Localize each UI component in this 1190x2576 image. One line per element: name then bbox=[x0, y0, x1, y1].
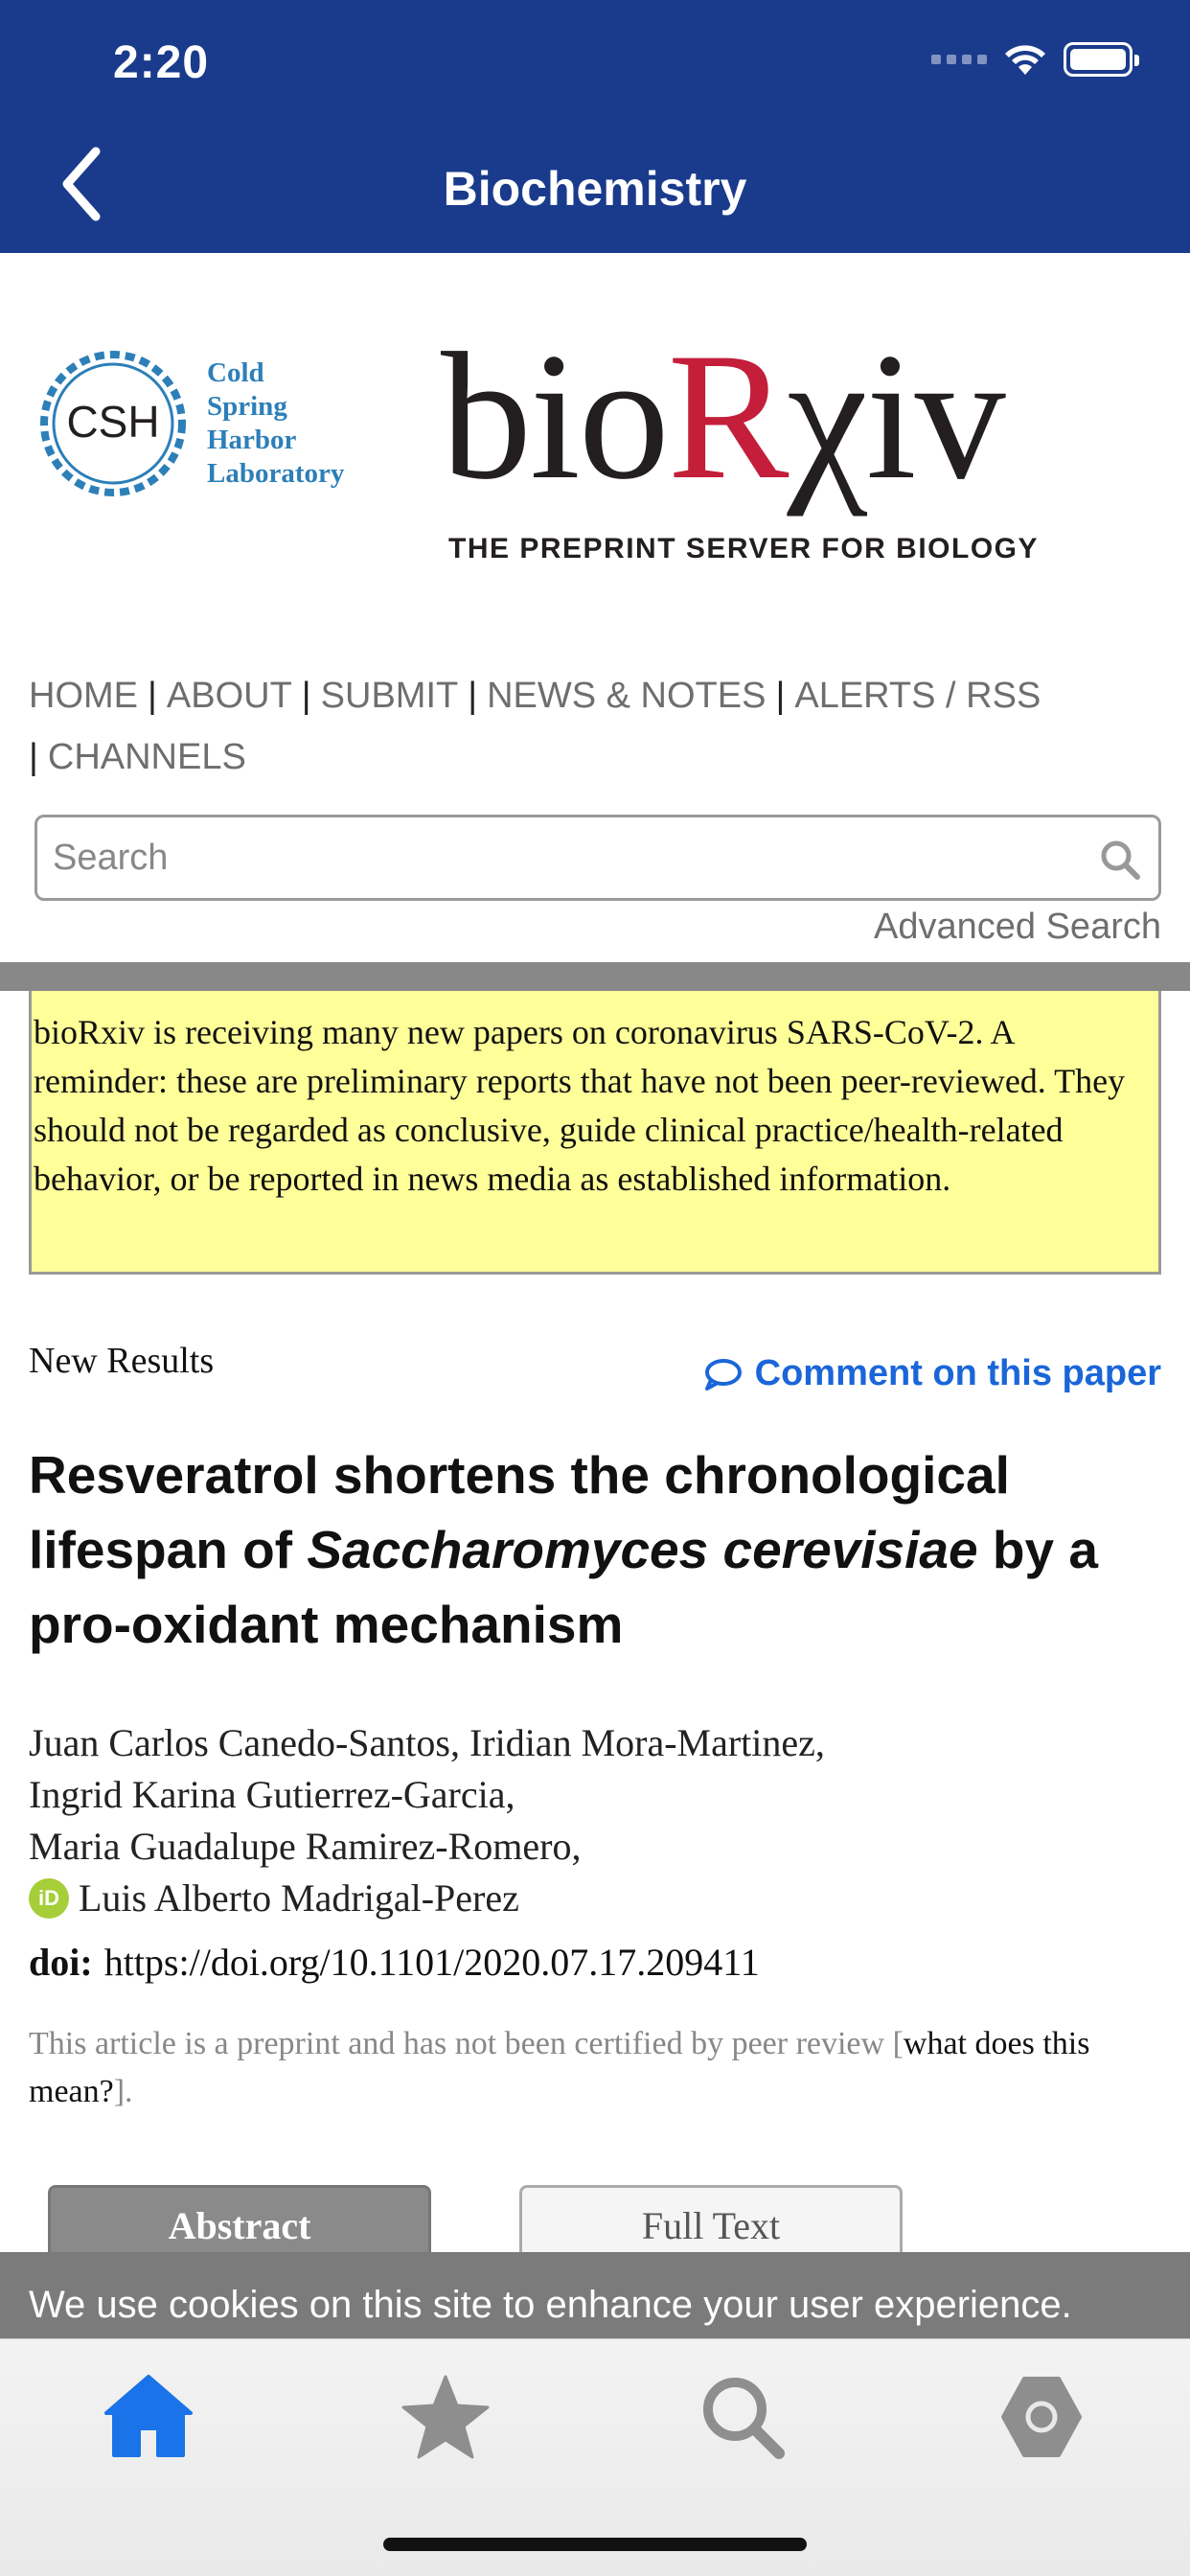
preprint-close: ]. bbox=[113, 2074, 133, 2109]
menu-about[interactable]: ABOUT bbox=[166, 676, 292, 716]
advanced-search-link[interactable]: Advanced Search bbox=[874, 907, 1161, 947]
settings-icon bbox=[995, 2371, 1087, 2463]
what-does-this-mean-link[interactable]: what does this mean? bbox=[29, 2026, 1090, 2109]
menu-alerts-rss[interactable]: ALERTS / RSS bbox=[794, 676, 1041, 716]
biorxiv-bio: bio bbox=[441, 316, 668, 518]
author-line[interactable]: Ingrid Karina Gutierrez-Garcia, bbox=[29, 1773, 515, 1816]
preprint-text: This article is a preprint and has not been certified by peer review [ bbox=[29, 2026, 904, 2061]
search-icon[interactable] bbox=[1097, 837, 1143, 883]
doi-link[interactable]: https://doi.org/10.1101/2020.07.17.209411 bbox=[103, 1941, 760, 1984]
title-species: Saccharomyces cerevisiae bbox=[307, 1520, 978, 1579]
search-box bbox=[34, 815, 1161, 901]
app-header bbox=[0, 0, 1190, 253]
search-input[interactable] bbox=[37, 817, 1053, 898]
csh-line: Cold bbox=[207, 357, 264, 388]
tab-favorites[interactable] bbox=[393, 2364, 498, 2470]
signal-icon bbox=[931, 55, 987, 64]
menu-separator: | bbox=[301, 676, 311, 716]
csh-wordmark bbox=[207, 356, 344, 491]
logo-row bbox=[0, 316, 1190, 594]
divider bbox=[0, 962, 1190, 991]
biorxiv-logo[interactable] bbox=[441, 316, 1040, 565]
orcid-icon[interactable]: iD bbox=[29, 1878, 69, 1919]
author-list bbox=[29, 1717, 1159, 1924]
tab-abstract[interactable]: Abstract bbox=[48, 2185, 431, 2262]
nav-title: Biochemistry bbox=[443, 162, 747, 216]
tab-full-text[interactable]: Full Text bbox=[519, 2185, 903, 2262]
title-text: Resveratrol shortens the chronological lifespan of bbox=[29, 1445, 1010, 1579]
tab-settings[interactable] bbox=[989, 2364, 1094, 2470]
author-name: Luis Alberto Madrigal-Perez bbox=[79, 1876, 519, 1920]
doi-row bbox=[29, 1940, 760, 1985]
speech-bubble-icon bbox=[703, 1358, 742, 1391]
status-icons bbox=[931, 42, 1133, 77]
menu-channels[interactable]: CHANNELS bbox=[47, 737, 246, 777]
menu-submit[interactable]: SUBMIT bbox=[320, 676, 459, 716]
preprint-note bbox=[29, 2020, 1159, 2116]
comment-label: Comment on this paper bbox=[754, 1353, 1161, 1393]
biorxiv-wordmark bbox=[441, 316, 1039, 518]
author-line-orcid[interactable] bbox=[29, 1873, 1159, 1924]
author-line[interactable]: Maria Guadalupe Ramirez-Romero, bbox=[29, 1825, 582, 1868]
covid-notice: bioRxiv is receiving many new papers on coronavirus SARS-CoV-2. A reminder: these are preliminary reports that have not been peer-reviewed. They should not be regarded as conclusive, guide clinical practice/health-related behavior, or be reported in news media as established information. bbox=[29, 991, 1161, 1275]
battery-icon bbox=[1064, 42, 1133, 77]
menu-news-notes[interactable]: NEWS & NOTES bbox=[487, 676, 767, 716]
site-menu bbox=[29, 665, 1159, 788]
menu-separator: | bbox=[29, 737, 38, 777]
menu-separator: | bbox=[468, 676, 478, 716]
cookie-banner[interactable]: We use cookies on this site to enhance your user experience. bbox=[0, 2252, 1190, 2338]
wifi-icon bbox=[1002, 42, 1048, 77]
article-section-label: New Results bbox=[29, 1341, 215, 1381]
doi-label: doi: bbox=[29, 1941, 93, 1984]
csh-line: Laboratory bbox=[207, 458, 345, 489]
csh-logo[interactable] bbox=[34, 345, 344, 502]
biorxiv-tagline: THE PREPRINT SERVER FOR BIOLOGY bbox=[448, 533, 1040, 564]
search-icon bbox=[697, 2371, 789, 2463]
tab-home[interactable] bbox=[96, 2364, 201, 2470]
home-icon bbox=[103, 2371, 195, 2463]
csh-initials: CSH bbox=[66, 397, 160, 447]
biorxiv-r: R bbox=[667, 316, 788, 518]
star-icon bbox=[400, 2371, 492, 2463]
home-indicator bbox=[383, 2538, 807, 2551]
tab-search[interactable] bbox=[690, 2364, 795, 2470]
menu-separator: | bbox=[775, 676, 786, 716]
author-line[interactable]: Juan Carlos Canedo-Santos, Iridian Mora-Martinez, bbox=[29, 1721, 825, 1764]
title-text: by a pro-oxidant mechanism bbox=[29, 1520, 1098, 1654]
menu-home[interactable]: HOME bbox=[29, 676, 138, 716]
status-time: 2:20 bbox=[113, 37, 210, 88]
comment-link[interactable] bbox=[703, 1353, 1161, 1394]
csh-line: Harbor bbox=[207, 425, 297, 455]
biorxiv-xiv: χiv bbox=[787, 316, 1004, 518]
csh-line: Spring bbox=[207, 391, 287, 422]
article-title bbox=[29, 1438, 1159, 1662]
csh-seal-icon bbox=[34, 345, 192, 502]
menu-separator: | bbox=[148, 676, 157, 716]
